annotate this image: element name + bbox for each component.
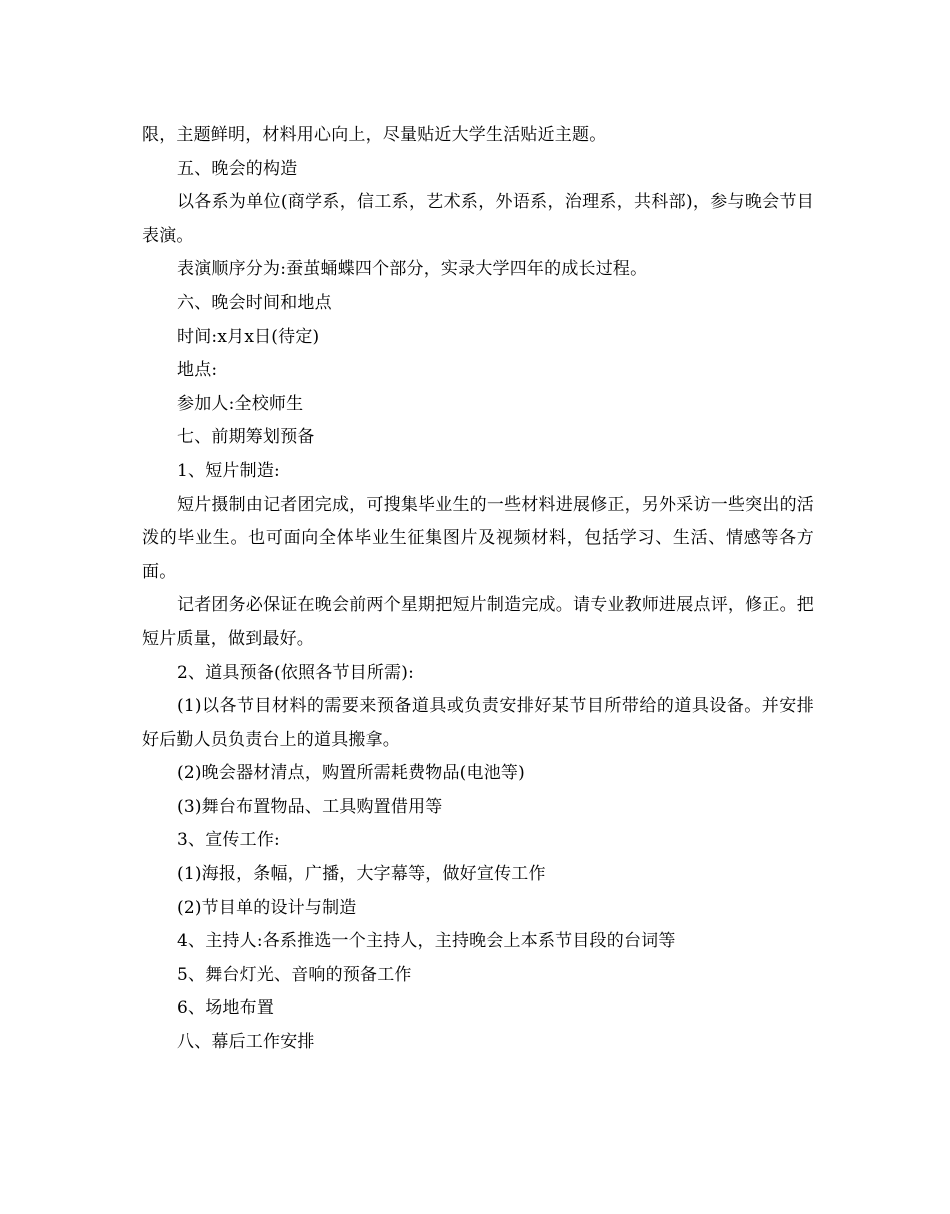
document-body <box>142 119 814 1060</box>
section-heading-7: 七、前期筹划预备 <box>177 427 315 448</box>
subheading-host: 4、主持人:各系推选一个主持人，主持晚会上本系节目段的台词等 <box>177 931 676 952</box>
list-item-props-3: (3)舞台布置物品、工具购置借用等 <box>177 796 443 817</box>
subheading-short-film: 1、短片制造: <box>177 460 280 481</box>
list-item-props-2: (2)晚会器材清点，购置所需耗费物品(电池等) <box>177 763 525 784</box>
list-item-publicity-1: (1)海报，条幅，广播，大字幕等，做好宣传工作 <box>177 864 546 885</box>
paragraph-participants: 参加人:全校师生 <box>177 393 304 414</box>
section-heading-5: 五、晚会的构造 <box>177 158 298 179</box>
paragraph-film-deadline: 记者团务必保证在晚会前两个星期把短片制造完成。请专业教师进展点评，修正。把短片质量，做到最好。 <box>142 595 814 649</box>
section-heading-8: 八、幕后工作安排 <box>177 1032 315 1053</box>
paragraph-location: 地点: <box>177 360 218 381</box>
paragraph-time: 时间:x月x日(待定) <box>177 326 320 347</box>
list-item-publicity-2: (2)节目单的设计与制造 <box>177 897 357 918</box>
paragraph-continuation: 限，主题鲜明，材料用心向上，尽量贴近大学生活贴近主题。 <box>142 125 607 145</box>
paragraph-film-production: 短片摄制由记者团完成，可搜集毕业生的一些材料进展修正，另外采访一些突出的活泼的毕业生。也可面向全体毕业生征集图片及视频材料，包括学习、生活、情感等各方面。 <box>142 494 814 582</box>
paragraph-performance-order: 表演顺序分为:蚕茧蛹蝶四个部分，实录大学四年的成长过程。 <box>177 259 648 280</box>
subheading-props: 2、道具预备(依照各节目所需): <box>177 662 415 683</box>
paragraph-departments: 以各系为单位(商学系，信工系，艺术系，外语系，治理系，共科部)，参与晚会节目表演。 <box>142 192 814 246</box>
section-heading-6: 六、晚会时间和地点 <box>177 292 332 313</box>
subheading-lighting-sound: 5、舞台灯光、音响的预备工作 <box>177 964 412 985</box>
subheading-publicity: 3、宣传工作: <box>177 830 280 851</box>
subheading-venue: 6、场地布置 <box>177 998 275 1019</box>
list-item-props-1: (1)以各节目材料的需要来预备道具或负责安排好某节目所带给的道具设备。并安排好后勤人员负责台上的道具搬拿。 <box>142 696 814 750</box>
